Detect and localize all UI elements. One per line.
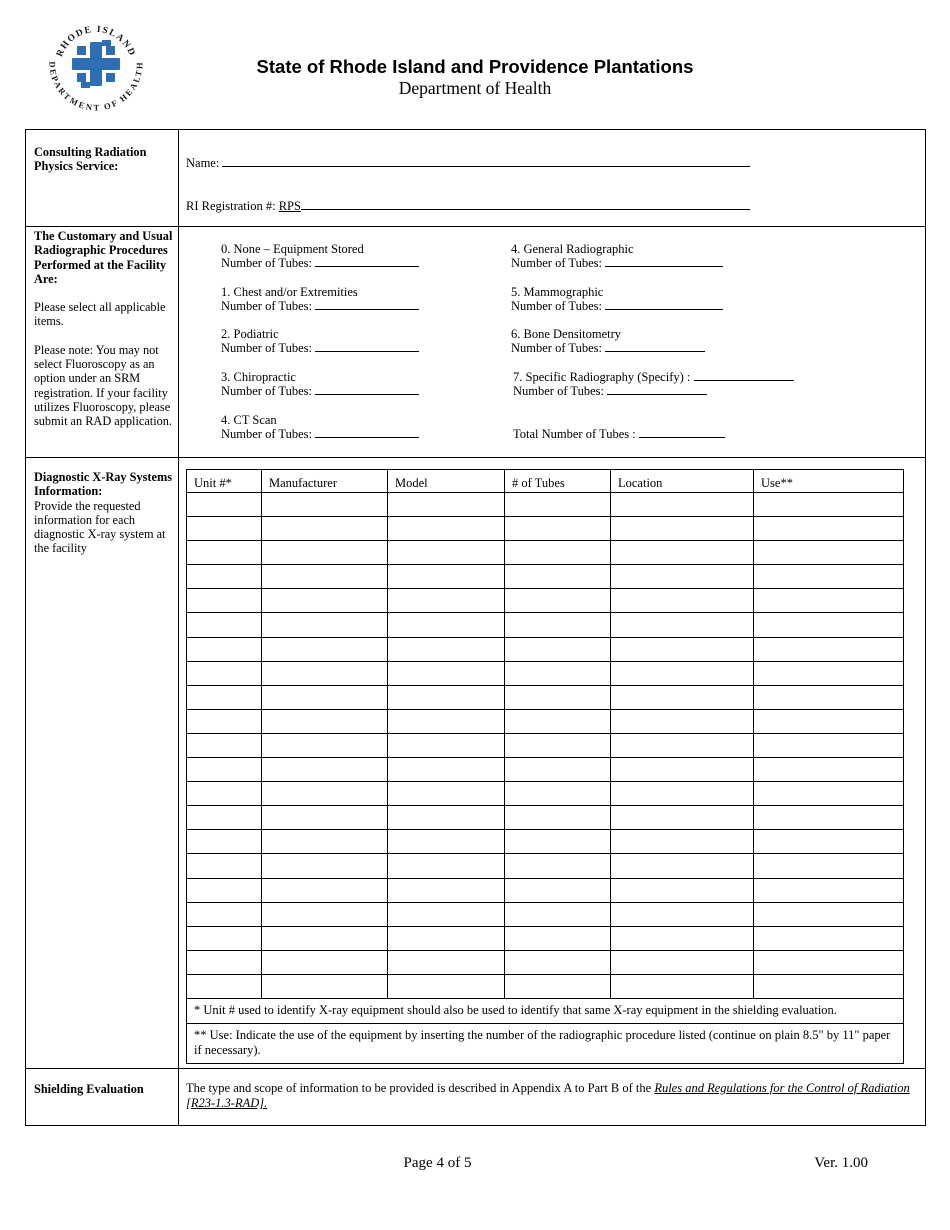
table-cell[interactable] bbox=[611, 758, 754, 782]
table-cell[interactable] bbox=[187, 637, 262, 661]
table-row bbox=[187, 902, 904, 926]
table-cell[interactable] bbox=[611, 541, 754, 565]
name-label: Name: bbox=[186, 156, 220, 170]
table-cell[interactable] bbox=[611, 902, 754, 926]
table-row bbox=[187, 830, 904, 854]
table-row bbox=[187, 493, 904, 517]
table-cell[interactable] bbox=[505, 782, 611, 806]
procedure-item[interactable]: 0. None – Equipment Stored Number of Tubes: bbox=[221, 242, 419, 270]
table-cell[interactable] bbox=[611, 613, 754, 637]
table-cell[interactable] bbox=[611, 854, 754, 878]
table-cell[interactable] bbox=[754, 709, 904, 733]
table-cell[interactable] bbox=[505, 974, 611, 998]
registration-input-line[interactable] bbox=[301, 199, 750, 210]
table-row bbox=[187, 637, 904, 661]
table-cell[interactable] bbox=[388, 950, 505, 974]
table-cell[interactable] bbox=[388, 902, 505, 926]
table-cell[interactable] bbox=[262, 806, 388, 830]
table-cell[interactable] bbox=[611, 589, 754, 613]
table-cell[interactable] bbox=[262, 613, 388, 637]
table-cell[interactable] bbox=[187, 589, 262, 613]
registration-field[interactable] bbox=[186, 199, 750, 213]
table-cell[interactable] bbox=[187, 758, 262, 782]
tubes-input-line bbox=[315, 256, 419, 267]
table-row bbox=[187, 758, 904, 782]
table-cell[interactable] bbox=[388, 974, 505, 998]
table-cell[interactable] bbox=[262, 902, 388, 926]
table-cell[interactable] bbox=[611, 661, 754, 685]
table-cell[interactable] bbox=[388, 830, 505, 854]
row-divider bbox=[26, 226, 925, 227]
name-field[interactable] bbox=[186, 156, 750, 170]
table-cell[interactable] bbox=[187, 806, 262, 830]
consulting-label: Consulting Radiation Physics Service: bbox=[34, 145, 147, 174]
table-row bbox=[187, 806, 904, 830]
table-cell[interactable] bbox=[388, 661, 505, 685]
use-footnote: ** Use: Indicate the use of the equipment by inserting the number of the radiographic procedure listed (continue on plain 8.5" by 11" paper if necessary). bbox=[187, 1023, 904, 1063]
table-cell[interactable] bbox=[187, 565, 262, 589]
table-cell[interactable] bbox=[754, 613, 904, 637]
table-cell[interactable] bbox=[611, 637, 754, 661]
table-cell[interactable] bbox=[187, 830, 262, 854]
table-row bbox=[187, 589, 904, 613]
table-cell[interactable] bbox=[505, 589, 611, 613]
table-cell[interactable] bbox=[611, 733, 754, 757]
table-cell[interactable] bbox=[611, 830, 754, 854]
table-cell[interactable] bbox=[262, 661, 388, 685]
table-cell[interactable] bbox=[388, 685, 505, 709]
table-row bbox=[187, 782, 904, 806]
table-cell[interactable] bbox=[388, 733, 505, 757]
table-row bbox=[187, 926, 904, 950]
table-cell[interactable] bbox=[611, 709, 754, 733]
table-cell[interactable] bbox=[505, 517, 611, 541]
column-header: Unit #* bbox=[187, 470, 262, 493]
table-cell[interactable] bbox=[505, 950, 611, 974]
table-cell[interactable] bbox=[262, 493, 388, 517]
table-cell[interactable] bbox=[754, 950, 904, 974]
table-cell[interactable] bbox=[611, 950, 754, 974]
table-row bbox=[187, 661, 904, 685]
table-row bbox=[187, 541, 904, 565]
table-cell[interactable] bbox=[262, 517, 388, 541]
table-cell[interactable] bbox=[262, 733, 388, 757]
table-row bbox=[187, 950, 904, 974]
shielding-text: The type and scope of information to be provided is described in Appendix A to Part B of the Rules and Regulations for the Control of Radiation [R23-1.3-RAD]. bbox=[186, 1081, 910, 1110]
registration-prefix: RPS bbox=[278, 199, 301, 213]
table-cell[interactable] bbox=[754, 733, 904, 757]
table-cell[interactable] bbox=[505, 902, 611, 926]
table-cell[interactable] bbox=[187, 661, 262, 685]
table-cell[interactable] bbox=[262, 758, 388, 782]
column-header: Use** bbox=[754, 470, 904, 493]
tubes-input-line bbox=[607, 384, 707, 395]
table-row bbox=[187, 613, 904, 637]
table-cell[interactable] bbox=[187, 493, 262, 517]
table-cell[interactable] bbox=[187, 974, 262, 998]
table-cell[interactable] bbox=[505, 758, 611, 782]
shielding-label: Shielding Evaluation bbox=[34, 1082, 144, 1096]
total-tubes-input-line bbox=[639, 427, 725, 438]
unit-footnote: * Unit # used to identify X-ray equipment should also be used to identify that same X-ray equipment in the shielding evaluation. bbox=[187, 998, 904, 1023]
regulations-citation: Rules and Regulations for the Control of Radiation [R23-1.3-RAD]. bbox=[186, 1081, 910, 1110]
table-cell[interactable] bbox=[388, 782, 505, 806]
column-header: Manufacturer bbox=[262, 470, 388, 493]
row-divider bbox=[26, 1068, 925, 1069]
procedure-item[interactable]: 1. Chest and/or Extremities Number of Tubes: bbox=[221, 285, 419, 313]
table-cell[interactable] bbox=[388, 637, 505, 661]
tubes-input-line bbox=[315, 427, 419, 438]
table-cell[interactable] bbox=[611, 565, 754, 589]
logo-text-top: RHODE ISLAND bbox=[54, 24, 138, 59]
table-cell[interactable] bbox=[754, 758, 904, 782]
table-cell[interactable] bbox=[187, 950, 262, 974]
table-cell[interactable] bbox=[187, 782, 262, 806]
table-cell[interactable] bbox=[611, 493, 754, 517]
table-cell[interactable] bbox=[505, 637, 611, 661]
procedure-item[interactable]: 4. General Radiographic Number of Tubes: bbox=[511, 242, 723, 270]
table-cell[interactable] bbox=[505, 733, 611, 757]
table-cell[interactable] bbox=[754, 830, 904, 854]
table-cell[interactable] bbox=[262, 709, 388, 733]
table-cell[interactable] bbox=[388, 806, 505, 830]
table-cell[interactable] bbox=[754, 878, 904, 902]
table-cell[interactable] bbox=[262, 541, 388, 565]
page-subtitle: Department of Health bbox=[398, 78, 552, 98]
row-divider bbox=[26, 457, 925, 458]
registration-label: RI Registration #: bbox=[186, 199, 276, 213]
table-cell[interactable] bbox=[505, 541, 611, 565]
table-cell[interactable] bbox=[187, 517, 262, 541]
tubes-input-line bbox=[605, 256, 723, 267]
tubes-input-line bbox=[315, 384, 419, 395]
table-cell[interactable] bbox=[754, 974, 904, 998]
table-cell[interactable] bbox=[262, 782, 388, 806]
table-cell[interactable] bbox=[187, 613, 262, 637]
procedures-note-select: Please select all applicable items. bbox=[34, 300, 166, 329]
table-row bbox=[187, 685, 904, 709]
column-divider bbox=[178, 130, 179, 1125]
page-number: Page 4 of 5 bbox=[403, 1155, 472, 1171]
table-cell[interactable] bbox=[262, 974, 388, 998]
tubes-input-line bbox=[605, 299, 723, 310]
version-label: Ver. 1.00 bbox=[814, 1155, 868, 1171]
table-cell[interactable] bbox=[505, 830, 611, 854]
specify-input-line bbox=[694, 370, 794, 381]
table-cell[interactable] bbox=[262, 565, 388, 589]
column-header: # of Tubes bbox=[505, 470, 611, 493]
logo-text-bottom: DEPARTMENT OF HEALTH bbox=[47, 61, 145, 112]
table-cell[interactable] bbox=[754, 685, 904, 709]
table-cell[interactable] bbox=[262, 589, 388, 613]
table-cell[interactable] bbox=[611, 806, 754, 830]
table-cell[interactable] bbox=[505, 926, 611, 950]
table-cell[interactable] bbox=[754, 565, 904, 589]
table-cell[interactable] bbox=[388, 854, 505, 878]
table-cell[interactable] bbox=[611, 782, 754, 806]
table-cell[interactable] bbox=[611, 685, 754, 709]
table-cell[interactable] bbox=[187, 902, 262, 926]
name-input-line[interactable] bbox=[222, 156, 750, 167]
table-cell[interactable] bbox=[388, 709, 505, 733]
total-tubes-field[interactable]: Total Number of Tubes : bbox=[513, 427, 725, 441]
procedures-label: The Customary and Usual Radiographic Procedures Performed at the Facility Are: Please select all applicable items. Please note: You may not select Fluoroscopy as an option under an SRM registration. If your facility utilizes Fluoroscopy, please submit an RAD application. bbox=[34, 229, 173, 429]
xray-systems-table bbox=[186, 469, 904, 1064]
form-frame bbox=[25, 129, 926, 1126]
table-cell[interactable] bbox=[754, 589, 904, 613]
table-row bbox=[187, 733, 904, 757]
table-cell[interactable] bbox=[262, 637, 388, 661]
column-header: Model bbox=[388, 470, 505, 493]
table-cell[interactable] bbox=[505, 613, 611, 637]
table-cell[interactable] bbox=[505, 685, 611, 709]
table-cell[interactable] bbox=[187, 733, 262, 757]
table-cell[interactable] bbox=[388, 926, 505, 950]
table-header-row bbox=[187, 470, 904, 493]
table-cell[interactable] bbox=[187, 541, 262, 565]
table-row bbox=[187, 854, 904, 878]
table-cell[interactable] bbox=[611, 517, 754, 541]
table-cell[interactable] bbox=[388, 541, 505, 565]
table-cell[interactable] bbox=[187, 685, 262, 709]
table-cell[interactable] bbox=[754, 902, 904, 926]
table-cell[interactable] bbox=[611, 926, 754, 950]
procedure-item[interactable]: 7. Specific Radiography (Specify) : Number of Tubes: bbox=[513, 370, 794, 398]
table-cell[interactable] bbox=[754, 541, 904, 565]
tubes-input-line bbox=[315, 341, 419, 352]
table-cell[interactable] bbox=[262, 830, 388, 854]
column-header: Location bbox=[611, 470, 754, 493]
table-cell[interactable] bbox=[754, 854, 904, 878]
procedure-item[interactable]: 2. Podiatric Number of Tubes: bbox=[221, 327, 419, 355]
table-row bbox=[187, 878, 904, 902]
table-cell[interactable] bbox=[505, 709, 611, 733]
tubes-input-line bbox=[315, 299, 419, 310]
diagnostic-label: Diagnostic X-Ray Systems Information: Provide the requested information for each diagnostic X-ray system at the facility bbox=[34, 470, 172, 556]
table-row bbox=[187, 974, 904, 998]
table-cell[interactable] bbox=[262, 854, 388, 878]
table-cell[interactable] bbox=[754, 782, 904, 806]
table-cell[interactable] bbox=[388, 493, 505, 517]
table-row bbox=[187, 517, 904, 541]
table-cell[interactable] bbox=[187, 926, 262, 950]
table-cell[interactable] bbox=[611, 974, 754, 998]
procedure-item[interactable]: 6. Bone Densitometry Number of Tubes: bbox=[511, 327, 705, 355]
procedures-note-fluoro: Please note: You may not select Fluoroscopy as an option under an SRM registration. If your facility utilizes Fluoroscopy, please submit an RAD application. bbox=[34, 342, 172, 429]
table-cell[interactable] bbox=[388, 589, 505, 613]
table-cell[interactable] bbox=[187, 709, 262, 733]
table-cell[interactable] bbox=[505, 806, 611, 830]
table-cell[interactable] bbox=[505, 565, 611, 589]
table-cell[interactable] bbox=[187, 878, 262, 902]
table-cell[interactable] bbox=[388, 517, 505, 541]
table-cell[interactable] bbox=[754, 493, 904, 517]
page-title: State of Rhode Island and Providence Plantations bbox=[256, 56, 694, 77]
table-cell[interactable] bbox=[388, 613, 505, 637]
table-cell[interactable] bbox=[754, 637, 904, 661]
tubes-input-line bbox=[605, 341, 705, 352]
procedure-item[interactable]: 5. Mammographic Number of Tubes: bbox=[511, 285, 723, 313]
table-cell[interactable] bbox=[262, 950, 388, 974]
table-cell[interactable] bbox=[754, 517, 904, 541]
table-cell[interactable] bbox=[388, 565, 505, 589]
table-row bbox=[187, 565, 904, 589]
table-cell[interactable] bbox=[262, 878, 388, 902]
table-cell[interactable] bbox=[187, 854, 262, 878]
table-cell[interactable] bbox=[754, 926, 904, 950]
table-row bbox=[187, 709, 904, 733]
table-cell[interactable] bbox=[262, 926, 388, 950]
table-cell[interactable] bbox=[611, 878, 754, 902]
table-cell[interactable] bbox=[388, 878, 505, 902]
procedure-item[interactable]: 4. CT Scan Number of Tubes: bbox=[221, 413, 419, 441]
table-cell[interactable] bbox=[505, 878, 611, 902]
table-cell[interactable] bbox=[754, 661, 904, 685]
table-cell[interactable] bbox=[505, 493, 611, 517]
table-cell[interactable] bbox=[262, 685, 388, 709]
table-cell[interactable] bbox=[505, 854, 611, 878]
table-cell[interactable] bbox=[754, 806, 904, 830]
table-cell[interactable] bbox=[505, 661, 611, 685]
procedure-item[interactable]: 3. Chiropractic Number of Tubes: bbox=[221, 370, 419, 398]
table-cell[interactable] bbox=[388, 758, 505, 782]
